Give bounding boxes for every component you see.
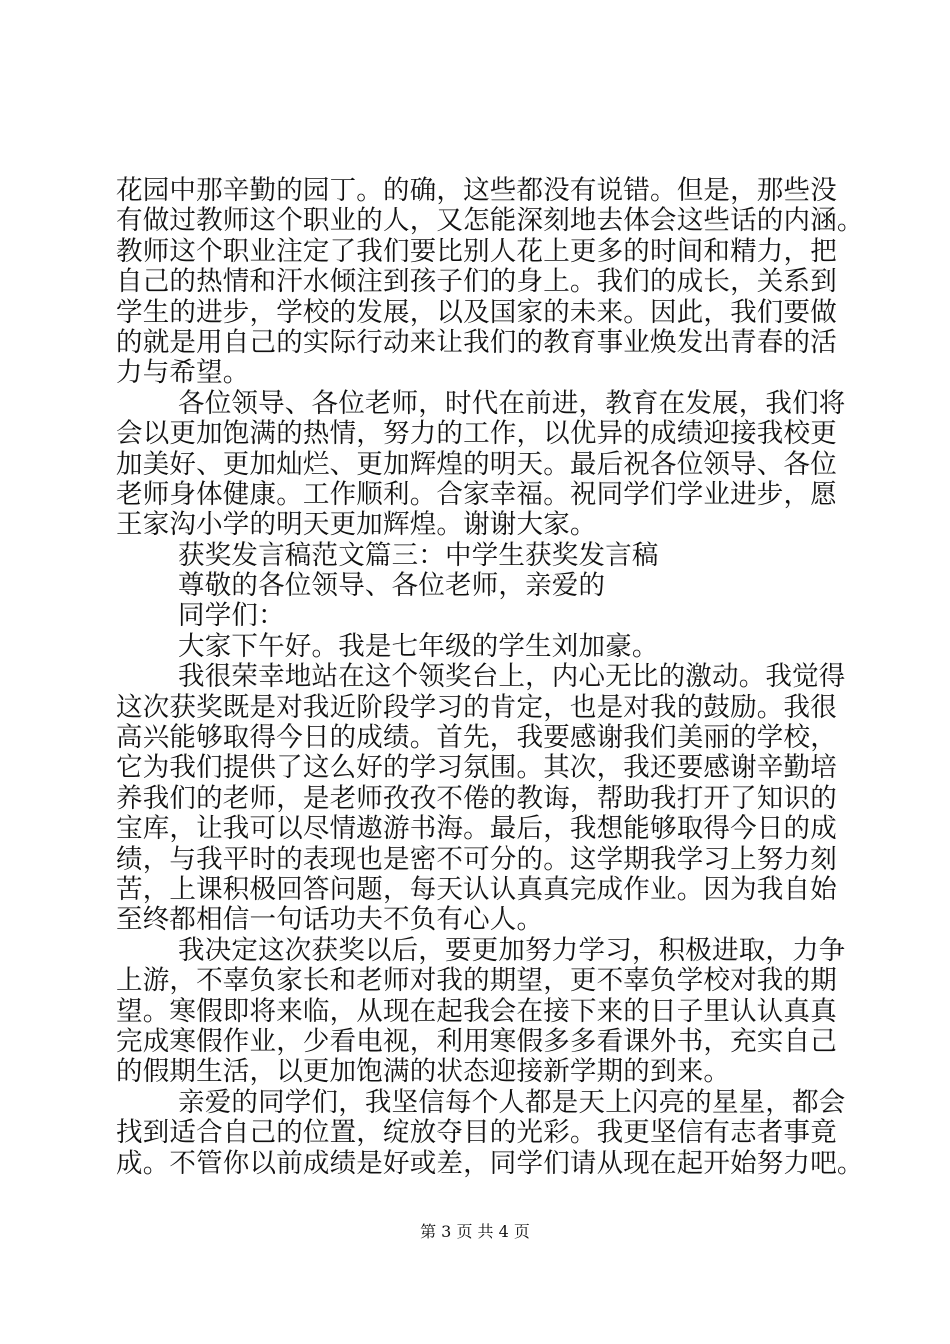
text-line: 的假期生活，以更加饱满的状态迎接新学期的到来。 (116, 1056, 731, 1088)
page-footer: 第 3 页 共 4 页 (420, 1222, 530, 1241)
text-line: 会以更加饱满的热情，努力的工作，以优异的成绩迎接我校更 (116, 418, 837, 450)
text-line: 王家沟小学的明天更加辉煌。谢谢大家。 (116, 509, 597, 541)
text-line: 教师这个职业注定了我们要比别人花上更多的时间和精力，把 (116, 235, 837, 267)
text-line: 老师身体健康。工作顺利。合家幸福。祝同学们学业进步，愿 (116, 478, 837, 510)
text-line: 有做过教师这个职业的人，又怎能深刻地去体会这些话的内涵。 (116, 205, 864, 237)
text-line: 找到适合自己的位置，绽放夺目的光彩。我更坚信有志者事竟 (116, 1117, 837, 1149)
text-line: 苦，上课积极回答问题，每天认认真真完成作业。因为我自始 (116, 873, 837, 905)
text-line: 自己的热情和汗水倾注到孩子们的身上。我们的成长，关系到 (116, 266, 837, 298)
text-line: 至终都相信一句话功夫不负有心人。 (116, 904, 544, 936)
text-line: 亲爱的同学们，我坚信每个人都是天上闪亮的星星，都会 (178, 1086, 846, 1118)
text-line: 它为我们提供了这么好的学习氛围。其次，我还要感谢辛勤培 (116, 752, 837, 784)
text-line: 完成寒假作业，少看电视，利用寒假多多看课外书，充实自己 (116, 1025, 837, 1057)
text-line: 我决定这次获奖以后，要更加努力学习，积极进取，力争 (178, 934, 846, 966)
text-line: 上游，不辜负家长和老师对我的期望，更不辜负学校对我的期 (116, 965, 837, 997)
text-line: 尊敬的各位领导、各位老师，亲爱的 (178, 570, 606, 602)
text-line: 成。不管你以前成绩是好或差，同学们请从现在起开始努力吧。 (116, 1147, 864, 1179)
text-line: 力与希望。 (116, 357, 250, 389)
text-line: 望。寒假即将来临，从现在起我会在接下来的日子里认认真真 (116, 995, 837, 1027)
text-line: 我很荣幸地站在这个领奖台上，内心无比的激动。我觉得 (178, 661, 846, 693)
text-line: 宝库，让我可以尽情遨游书海。最后，我想能够取得今日的成 (116, 813, 837, 845)
text-line: 各位领导、各位老师，时代在前进，教育在发展，我们将 (178, 387, 846, 419)
text-line: 养我们的老师，是老师孜孜不倦的教诲，帮助我打开了知识的 (116, 782, 837, 814)
text-line: 同学们： (178, 600, 285, 632)
text-line: 高兴能够取得今日的成绩。首先，我要感谢我们美丽的学校， (116, 722, 837, 754)
text-line: 获奖发言稿范文篇三：中学生获奖发言稿 (178, 539, 659, 571)
text-line: 大家下午好。我是七年级的学生刘加豪。 (178, 630, 659, 662)
document-body (116, 175, 864, 1179)
text-line: 这次获奖既是对我近阶段学习的肯定，也是对我的鼓励。我很 (116, 691, 837, 723)
text-line: 加美好、更加灿烂、更加辉煌的明天。最后祝各位领导、各位 (116, 448, 837, 480)
text-line: 的就是用自己的实际行动来让我们的教育事业焕发出青春的活 (116, 326, 837, 358)
text-line: 学生的进步，学校的发展，以及国家的未来。因此，我们要做 (116, 296, 837, 328)
text-line: 绩，与我平时的表现也是密不可分的。这学期我学习上努力刻 (116, 843, 837, 875)
text-line: 花园中那辛勤的园丁。的确，这些都没有说错。但是，那些没 (116, 175, 837, 206)
